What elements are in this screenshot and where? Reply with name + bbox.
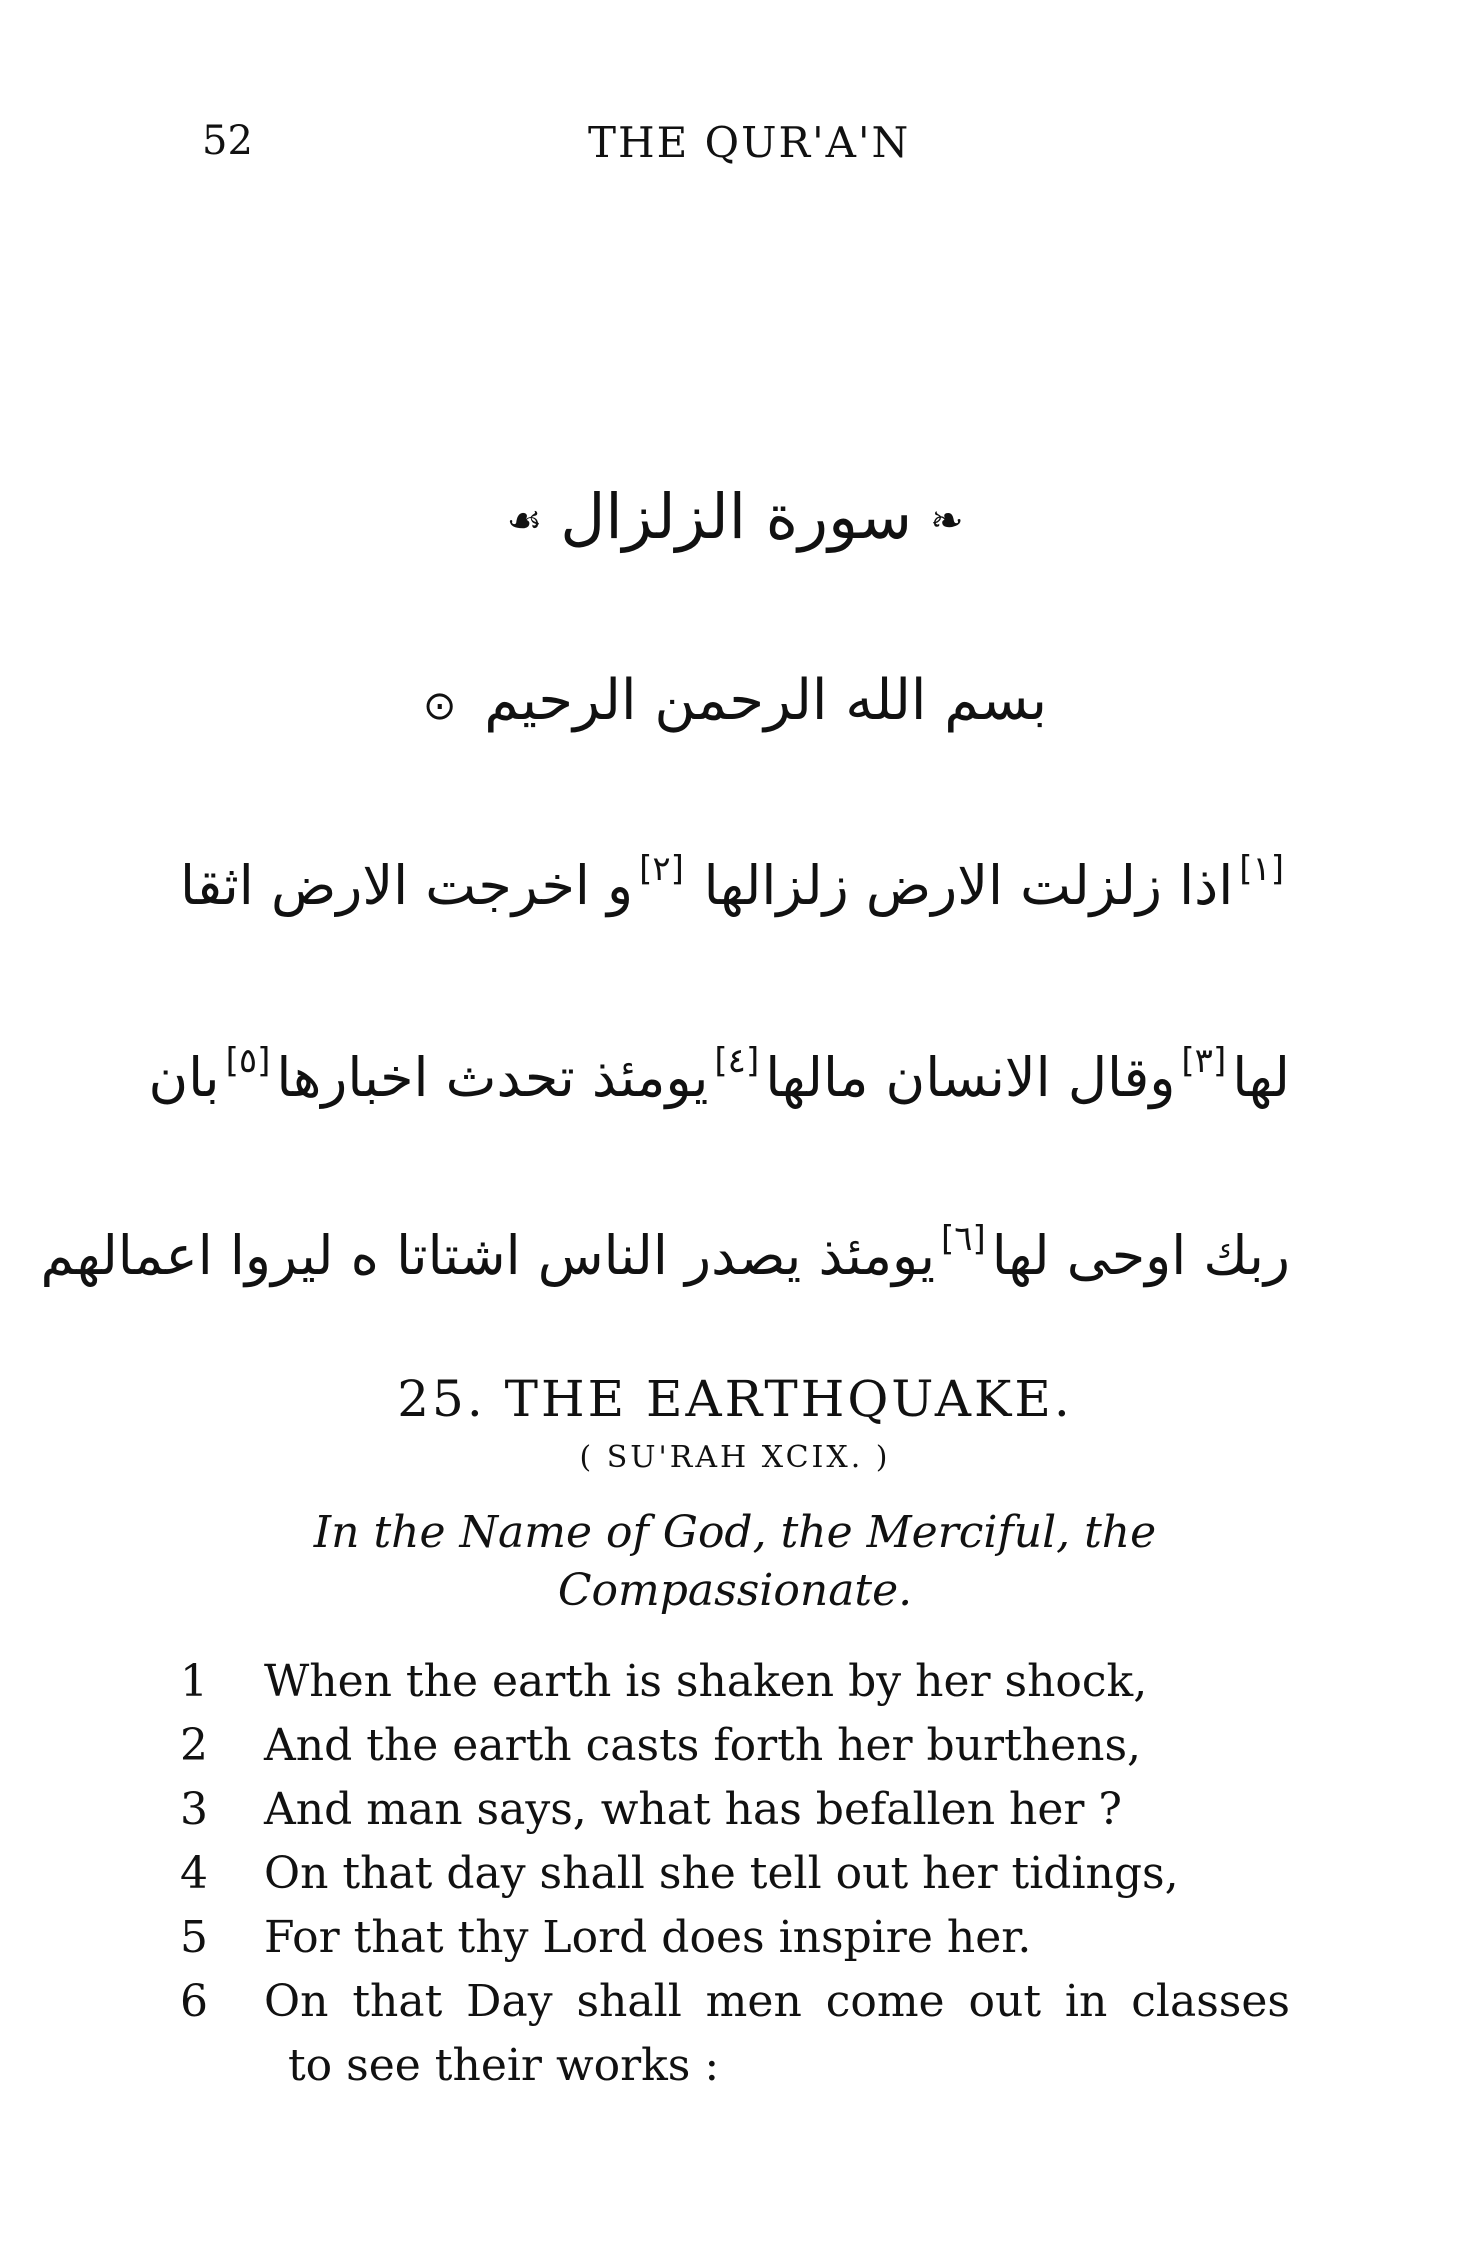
arabic-text: لها [1232,1046,1290,1109]
verse-number: 5 [180,1912,208,1963]
verse-3 [180,1778,1290,1842]
verse-text: On that day shall she tell out her tidings, [264,1848,1179,1899]
arabic-verse-line-3 [40,1210,1290,1287]
arabic-text: وقال الانسان مالها [765,1046,1176,1109]
verse-4 [180,1842,1290,1906]
arabic-basmala [180,668,1290,733]
verse-2 [180,1714,1290,1778]
verse-6-continuation: to see their works : [288,2040,720,2091]
arabic-text: بان [148,1046,220,1109]
verse-6 [180,1970,1290,2034]
verse-marker: [١] [1239,849,1284,889]
running-title: THE QUR'A'N [588,118,911,167]
sura-number: ( SU'RAH XCIX. ) [579,1440,891,1475]
arabic-verse-segment [992,1210,1290,1287]
ornament-icon: ☙ [506,497,543,544]
page-number: 52 [202,118,253,164]
arabic-verse-segment [148,1032,276,1109]
verse-text: On that Day shall men come out in classes [264,1976,1290,2027]
arabic-text: اذا زلزلت الارض زلزالها [703,854,1234,917]
verse-number: 3 [180,1784,208,1835]
verse-text: When the earth is shaken by her shock, [264,1656,1148,1707]
verse-text: And the earth casts forth her burthens, [264,1720,1142,1771]
arabic-verse-segment [704,840,1290,917]
verse-text: And man says, what has befallen her ? [264,1784,1123,1835]
arabic-surah-title [180,480,1290,553]
page-header [190,118,1290,188]
verse-number: 2 [180,1720,208,1771]
verse-marker: [٦] [940,1219,986,1259]
verse-number: 1 [180,1656,208,1707]
surah-title-text: سورة الزلزال [560,480,913,553]
verse-marker: [٤] [714,1041,760,1081]
arabic-verse-segment [1232,1032,1290,1109]
ornament-icon: ❧ [930,497,964,544]
arabic-text: ربك اوحى لها [991,1224,1290,1287]
verse-marker: [٢] [639,849,684,889]
basmala-text: بسم الله الرحمن الرحيم [484,668,1048,733]
verse-number: 6 [180,1976,208,2027]
verse-1 [180,1650,1290,1714]
arabic-verse-segment [276,1032,765,1109]
arabic-verse-segment [41,1210,992,1287]
verse-5 [180,1906,1290,1970]
invocation: In the Name of God, the Merciful, the Compassionate. [313,1507,1157,1616]
verse-marker: [٥] [225,1041,271,1081]
verse-marker: [٣] [1181,1041,1227,1081]
verse-text: For that thy Lord does inspire her. [264,1912,1032,1963]
arabic-text: يومئذ يصدر الناس اشتاتا ه ليروا اعمالهم [40,1224,935,1287]
verse-circle-icon: ⊙ [422,683,457,729]
arabic-text: يومئذ تحدث اخبارها [276,1046,709,1109]
sura-heading: 25. THE EARTHQUAKE. [397,1370,1073,1428]
arabic-verse-line-2 [148,1032,1290,1109]
arabic-text: و اخرجت الارض اثقا [180,854,634,917]
arabic-verse-segment [180,840,690,917]
verse-list [180,1650,1290,2098]
verse-number: 4 [180,1848,208,1899]
arabic-verse-line-1 [180,840,1290,917]
arabic-verse-segment [765,1032,1232,1109]
